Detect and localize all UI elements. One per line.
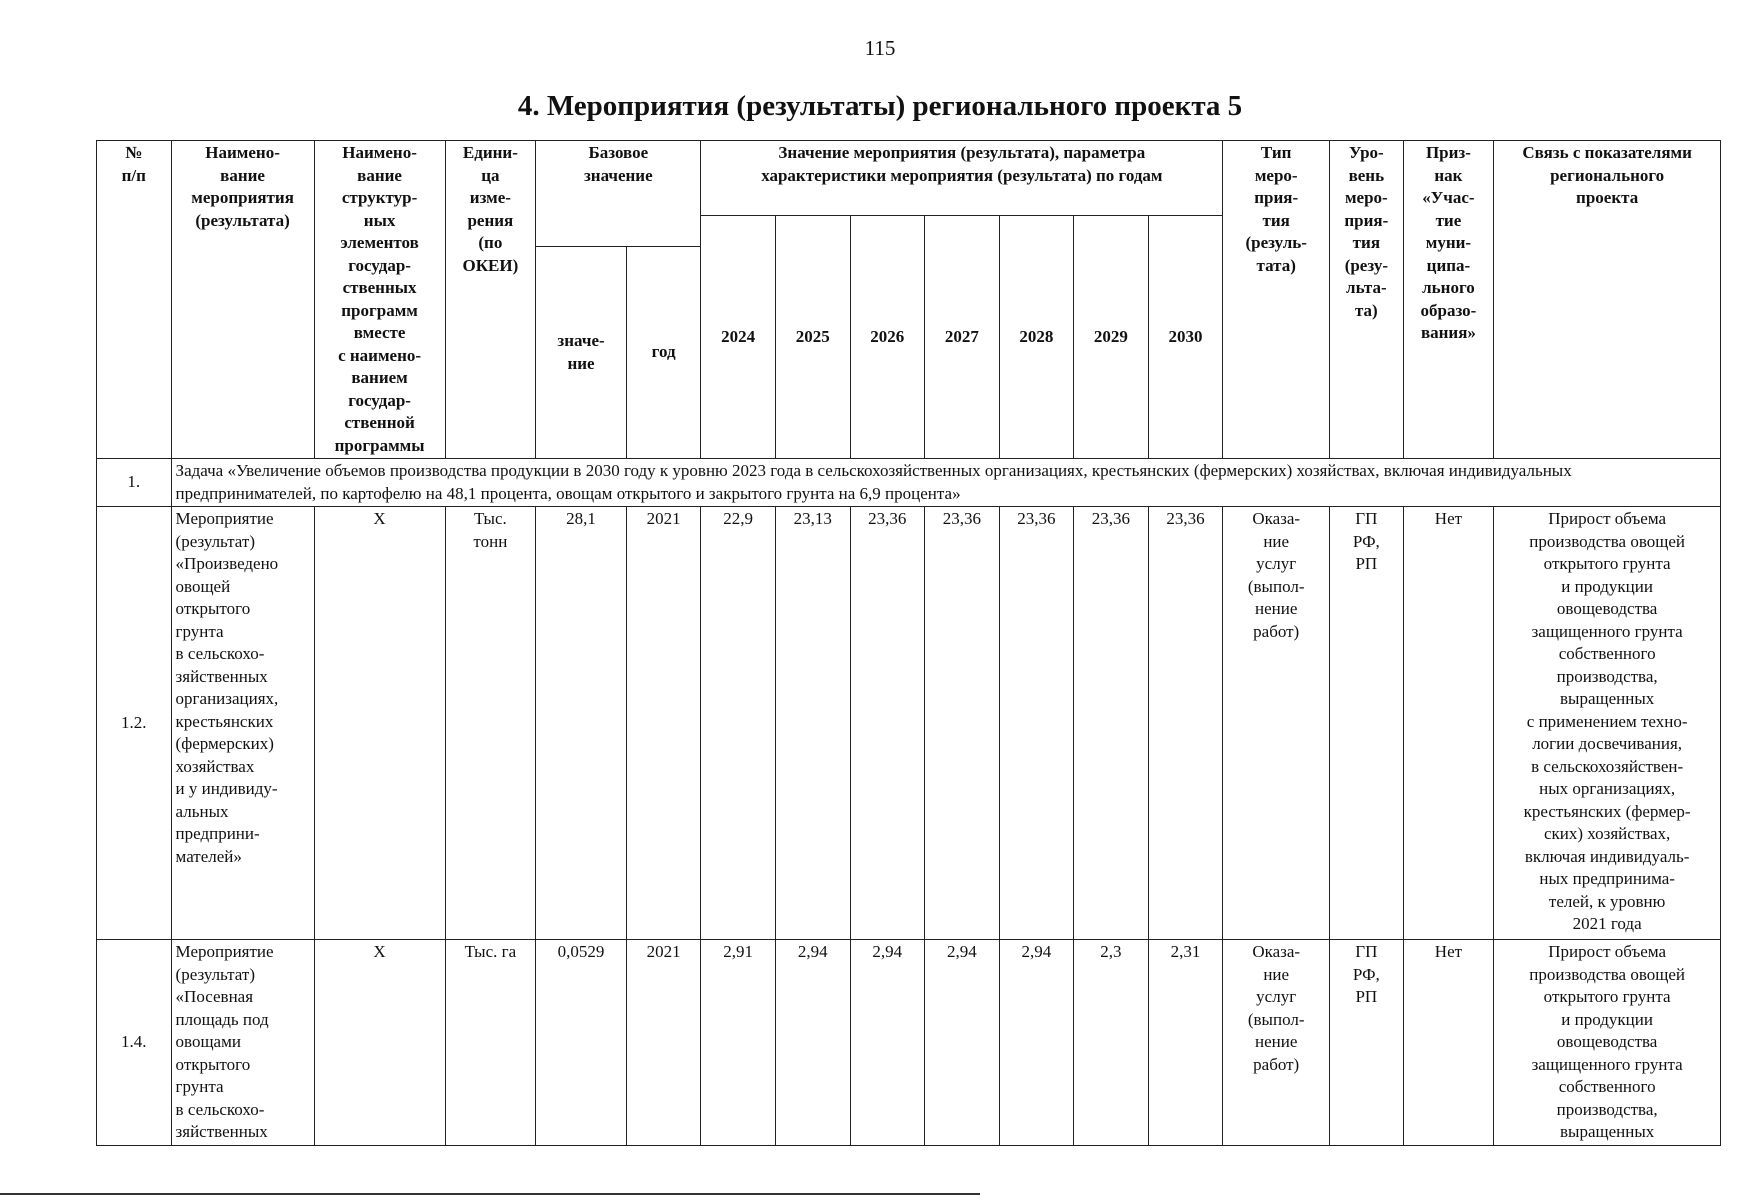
header-event-type: Тип меро- прия- тия (резуль- тата) xyxy=(1223,141,1330,459)
row-value-2028: 2,94 xyxy=(999,940,1074,1146)
row-value-2030: 2,31 xyxy=(1148,940,1223,1146)
header-num: № п/п xyxy=(97,141,172,459)
page-bottom-rule xyxy=(0,1193,980,1195)
row-num: 1.2. xyxy=(97,507,172,940)
header-municipal: Приз- нак «Учас- тие муни- ципа- льного образо- вания» xyxy=(1403,141,1494,459)
header-base-year: год xyxy=(626,247,701,459)
row-base-year: 2021 xyxy=(626,940,701,1146)
row-municipal: Нет xyxy=(1403,940,1494,1146)
header-year-2027: 2027 xyxy=(925,216,1000,459)
row-event-name: Мероприятие (результат) «Посевная площадь под овощами открытого грунта в сельскохо- зяйственных xyxy=(171,940,314,1146)
row-unit: Тыс. тонн xyxy=(445,507,536,940)
row-value-2029: 23,36 xyxy=(1074,507,1149,940)
task-num: 1. xyxy=(97,459,172,507)
table-row xyxy=(97,940,1721,1146)
header-level: Уро- вень меро- прия- тия (резу- льта- та) xyxy=(1330,141,1404,459)
row-municipal: Нет xyxy=(1403,507,1494,940)
row-value-2024: 22,9 xyxy=(701,507,776,940)
row-base-value: 28,1 xyxy=(536,507,627,940)
header-base-group: Базовое значение xyxy=(536,141,701,247)
row-event-type: Оказа- ние услуг (выпол- нение работ) xyxy=(1223,940,1330,1146)
header-base-value: значе- ние xyxy=(536,247,627,459)
header-struct-elements: Наимено- вание структур- ных элементов государ- ственных программ вместе с наимено- ванием государ- ственной программы xyxy=(314,141,445,459)
row-value-2028: 23,36 xyxy=(999,507,1074,940)
header-year-2028: 2028 xyxy=(999,216,1074,459)
header-values-group: Значение мероприятия (результата), параметра характеристики мероприятия (результата) по годам xyxy=(701,141,1223,216)
header-unit: Едини- ца изме- рения (по ОКЕИ) xyxy=(445,141,536,459)
row-value-2029: 2,3 xyxy=(1074,940,1149,1146)
row-unit: Тыс. га xyxy=(445,940,536,1146)
row-event-name: Мероприятие (результат) «Произведено овощей открытого грунта в сельскохо- зяйственных организациях, крестьянских (фермерских) хозяйствах и у индивиду- альных предприни- мателей» xyxy=(171,507,314,940)
header-year-2025: 2025 xyxy=(775,216,850,459)
row-value-2025: 2,94 xyxy=(775,940,850,1146)
row-value-2027: 2,94 xyxy=(925,940,1000,1146)
row-link: Прирост объема производства овощей открытого грунта и продукции овощеводства защищенного грунта собственного производства, выращенных с применением техно- логии досвечивания, в сельскохозяйствен- ных организациях, крестьянских (фермер- ских) хозяйствах, включая индивидуаль- ных предпринима- телей, к уровню 2021 года xyxy=(1494,507,1721,940)
row-value-2027: 23,36 xyxy=(925,507,1000,940)
row-value-2025: 23,13 xyxy=(775,507,850,940)
row-num: 1.4. xyxy=(97,940,172,1146)
row-value-2026: 23,36 xyxy=(850,507,925,940)
header-event-name: Наимено- вание мероприятия (результата) xyxy=(171,141,314,459)
row-level: ГП РФ, РП xyxy=(1330,940,1404,1146)
task-text: Задача «Увеличение объемов производства продукции в 2030 году к уровню 2023 года в сельскохозяйственных организациях, крестьянских (фермерских) хозяйствах, включая индивидуальных предпринимателей, по картофелю на 48,1 процента, овощам открытого и закрытого грунта на 6,9 процента» xyxy=(171,459,1720,507)
document-title: 4. Мероприятия (результаты) регионального проекта 5 xyxy=(517,90,1243,122)
row-value-2026: 2,94 xyxy=(850,940,925,1146)
row-struct: X xyxy=(314,507,445,940)
row-link: Прирост объема производства овощей открытого грунта и продукции овощеводства защищенного грунта собственного производства, выращенных xyxy=(1494,940,1721,1146)
task-row xyxy=(97,459,1721,507)
row-level: ГП РФ, РП xyxy=(1330,507,1404,940)
table-body xyxy=(97,459,1721,1146)
row-event-type: Оказа- ние услуг (выпол- нение работ) xyxy=(1223,507,1330,940)
row-base-value: 0,0529 xyxy=(536,940,627,1146)
table-header xyxy=(97,141,1721,459)
row-struct: X xyxy=(314,940,445,1146)
header-year-2026: 2026 xyxy=(850,216,925,459)
header-year-2024: 2024 xyxy=(701,216,776,459)
row-base-year: 2021 xyxy=(626,507,701,940)
events-table xyxy=(96,140,1721,1146)
header-year-2029: 2029 xyxy=(1074,216,1149,459)
header-link: Связь с показателями регионального проекта xyxy=(1494,141,1721,459)
table-row xyxy=(97,507,1721,940)
row-value-2030: 23,36 xyxy=(1148,507,1223,940)
page-number: 115 xyxy=(864,36,896,60)
header-year-2030: 2030 xyxy=(1148,216,1223,459)
row-value-2024: 2,91 xyxy=(701,940,776,1146)
